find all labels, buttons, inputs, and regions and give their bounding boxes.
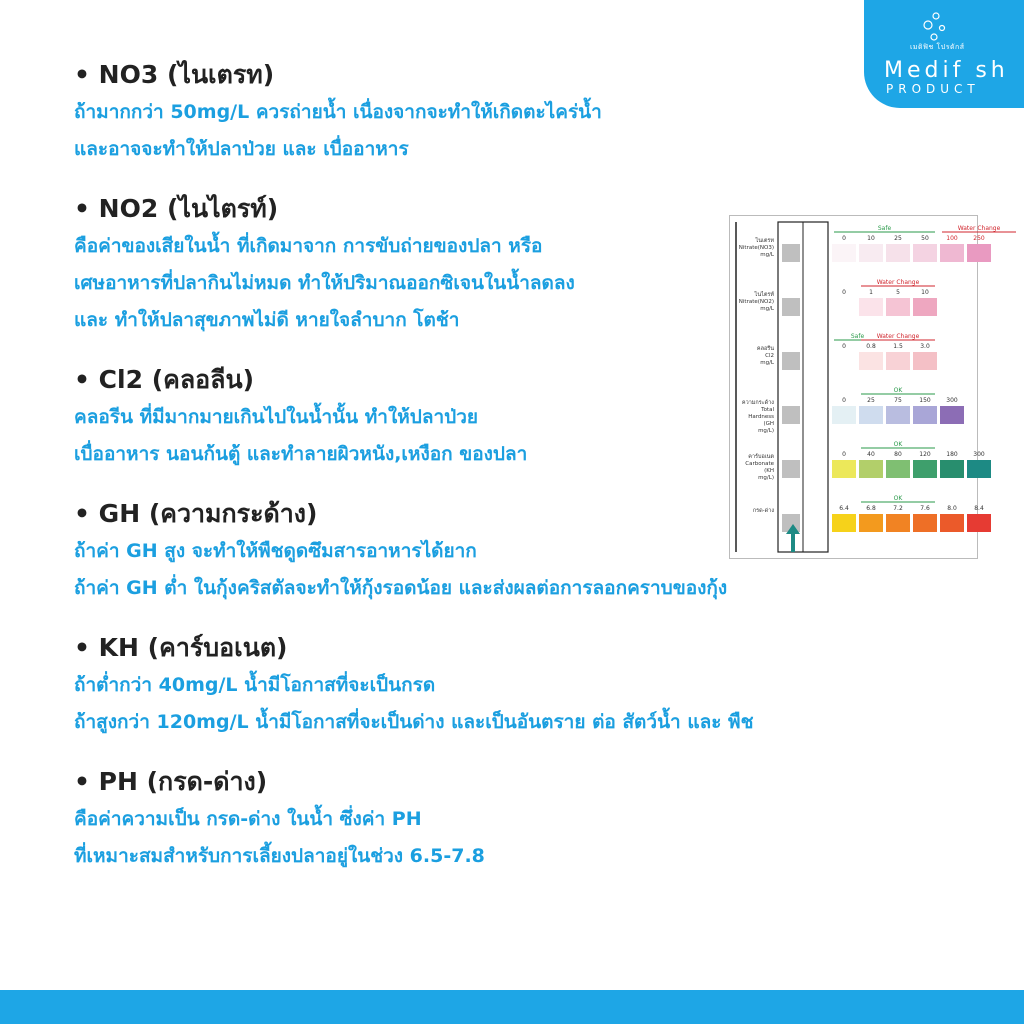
value-label: 50: [921, 235, 929, 242]
value-label: 1.5: [893, 343, 903, 350]
color-swatch: [967, 460, 991, 478]
value-label: 300: [946, 397, 958, 404]
value-label: 10: [921, 289, 929, 296]
section-line: เศษอาหารที่ปลากินไม่หมด ทำให้ปริมาณออกซิเจนในน้ำลดลง: [74, 272, 575, 294]
value-label: 120: [919, 451, 931, 458]
color-swatch: [967, 244, 991, 262]
color-swatch: [886, 244, 910, 262]
zone-label: Water Change: [957, 225, 1001, 232]
section-line: ถ้าค่า GH สูง จะทำให้พืชดูดซึมสารอาหารได้ยาก: [74, 540, 477, 562]
row-label: Cl2: [765, 353, 774, 359]
zone-label: Safe: [850, 333, 865, 340]
value-label: 150: [919, 397, 931, 404]
row-label: mg/L): [758, 428, 774, 434]
row-label: กรด-ด่าง: [752, 508, 774, 514]
section-title: • NO2 (ไนไตรท์): [74, 194, 279, 223]
sample-square: [782, 298, 800, 316]
row-label: Hardness: [748, 414, 774, 420]
value-label: 3.0: [920, 343, 930, 350]
value-label: 0: [842, 451, 846, 458]
logo-brand-text: Medif sh: [884, 58, 1009, 83]
row-label: Nitrate(NO2): [738, 299, 774, 305]
color-swatch: [967, 514, 991, 532]
color-swatch: [913, 406, 937, 424]
value-label: 8.4: [974, 505, 984, 512]
section-line: และอาจจะทำให้ปลาป่วย และ เบื่ออาหาร: [74, 138, 409, 160]
color-swatch: [886, 298, 910, 316]
section-line: เบื่ออาหาร นอนก้นตู้ และทำลายผิวหนัง,เหงือก ของปลา: [74, 443, 528, 465]
sample-square: [782, 406, 800, 424]
section-title: • NO3 (ไนเตรท): [74, 60, 275, 89]
logo-product-text: PRODUCT: [886, 82, 980, 96]
section-line: คือค่าความเป็น กรด-ด่าง ในน้ำ ซึ่งค่า PH: [74, 808, 422, 830]
zone-label: OK: [893, 495, 903, 502]
bottom-bar: [0, 990, 1024, 1024]
row-label: (GH: [763, 421, 774, 427]
color-swatch: [859, 460, 883, 478]
sample-square: [782, 352, 800, 370]
color-swatch: [832, 298, 856, 316]
section-ph: [74, 763, 934, 875]
value-label: 250: [973, 235, 985, 242]
value-label: 80: [894, 451, 902, 458]
color-swatch: [940, 514, 964, 532]
section-title: • GH (ความกระด้าง): [74, 499, 318, 528]
sample-square: [782, 244, 800, 262]
value-label: 0: [842, 397, 846, 404]
section-line: คือค่าของเสียในน้ำ ที่เกิดมาจาก การขับถ่ายของปลา หรือ: [74, 235, 543, 257]
section-line: และ ทำให้ปลาสุขภาพไม่ดี หายใจลำบาก โตช้า: [74, 309, 460, 331]
section-line: ถ้ามากกว่า 50mg/L ควรถ่ายน้ำ เนื่องจากจะทำให้เกิดตะไคร่น้ำ: [74, 101, 602, 123]
section-kh: [74, 629, 934, 741]
color-swatch: [886, 406, 910, 424]
value-label: 300: [973, 451, 985, 458]
row-label: คาร์บอเนต: [748, 454, 774, 460]
color-swatch: [913, 244, 937, 262]
value-label: 5: [896, 289, 900, 296]
section-title: • Cl2 (คลอลีน): [74, 365, 255, 394]
color-swatch: [832, 244, 856, 262]
value-label: 25: [867, 397, 875, 404]
color-swatch: [913, 352, 937, 370]
section-line: ที่เหมาะสมสำหรับการเลี้ยงปลาอยู่ในช่วง 6.5-7.8: [74, 845, 485, 867]
color-swatch: [940, 406, 964, 424]
color-swatch: [940, 460, 964, 478]
sample-square: [782, 460, 800, 478]
value-label: 25: [894, 235, 902, 242]
row-label: Total: [761, 407, 774, 413]
color-swatch: [832, 352, 856, 370]
row-label: Carbonate: [745, 461, 774, 467]
row-label: ความกระด้าง: [741, 400, 774, 406]
color-swatch: [886, 460, 910, 478]
section-line: ถ้าสูงกว่า 120mg/L น้ำมีโอกาสที่จะเป็นด่าง และเป็นอันตราย ต่อ สัตว์น้ำ และ พืช: [74, 711, 754, 733]
row-label: คลอรีน: [756, 346, 774, 352]
zone-label: OK: [893, 441, 903, 448]
color-swatch: [940, 244, 964, 262]
color-swatch: [913, 514, 937, 532]
bubbles-icon: [914, 10, 954, 44]
section-line: คลอรีน ที่มีมากมายเกินไปในน้ำนั้น ทำให้ปลาป่วย: [74, 406, 478, 428]
value-label: 0: [842, 343, 846, 350]
color-swatch: [859, 352, 883, 370]
value-label: 180: [946, 451, 958, 458]
row-label: mg/L): [758, 475, 774, 481]
value-label: 75: [894, 397, 902, 404]
section-title: • KH (คาร์บอเนต): [74, 633, 288, 662]
value-label: 0: [842, 235, 846, 242]
test-color-chart: [729, 215, 1001, 559]
value-label: 7.6: [920, 505, 930, 512]
value-label: 0.8: [866, 343, 876, 350]
zone-label: OK: [893, 387, 903, 394]
value-label: 6.8: [866, 505, 876, 512]
zone-label: Water Change: [876, 279, 920, 286]
row-label: ไนเตรท: [755, 238, 774, 244]
value-label: 8.0: [947, 505, 957, 512]
value-label: 0: [842, 289, 846, 296]
row-label: ไนไตรท์: [754, 292, 774, 298]
section-line: ถ้าค่า GH ต่ำ ในกุ้งคริสตัลจะทำให้กุ้งรอดน้อย และส่งผลต่อการลอกคราบของกุ้ง: [74, 577, 728, 599]
color-swatch: [832, 460, 856, 478]
color-swatch: [859, 298, 883, 316]
value-label: 10: [867, 235, 875, 242]
row-label: Nitrate(NO3): [738, 245, 774, 251]
color-swatch: [859, 244, 883, 262]
section-line: ถ้าต่ำกว่า 40mg/L น้ำมีโอกาสที่จะเป็นกรด: [74, 674, 436, 696]
zone-label: Water Change: [876, 333, 920, 340]
row-label: mg/L: [760, 252, 774, 258]
zone-label: Safe: [877, 225, 892, 232]
value-label: 7.2: [893, 505, 903, 512]
row-label: (KH: [764, 468, 774, 474]
logo-thai-text: เมดิฟิช โปรดักส์: [910, 43, 965, 51]
color-swatch: [913, 460, 937, 478]
color-swatch: [859, 514, 883, 532]
value-label: 1: [869, 289, 873, 296]
color-swatch: [859, 406, 883, 424]
color-swatch: [886, 514, 910, 532]
color-swatch: [832, 514, 856, 532]
color-swatch: [913, 298, 937, 316]
section-no3: [74, 56, 934, 168]
color-chart-graphic: [730, 216, 1001, 558]
row-label: mg/L: [760, 306, 774, 312]
row-label: mg/L: [760, 360, 774, 366]
section-title: • PH (กรด-ด่าง): [74, 767, 268, 796]
color-swatch: [832, 406, 856, 424]
value-label: 6.4: [839, 505, 849, 512]
value-label: 40: [867, 451, 875, 458]
color-swatch: [886, 352, 910, 370]
value-label: 100: [946, 235, 958, 242]
